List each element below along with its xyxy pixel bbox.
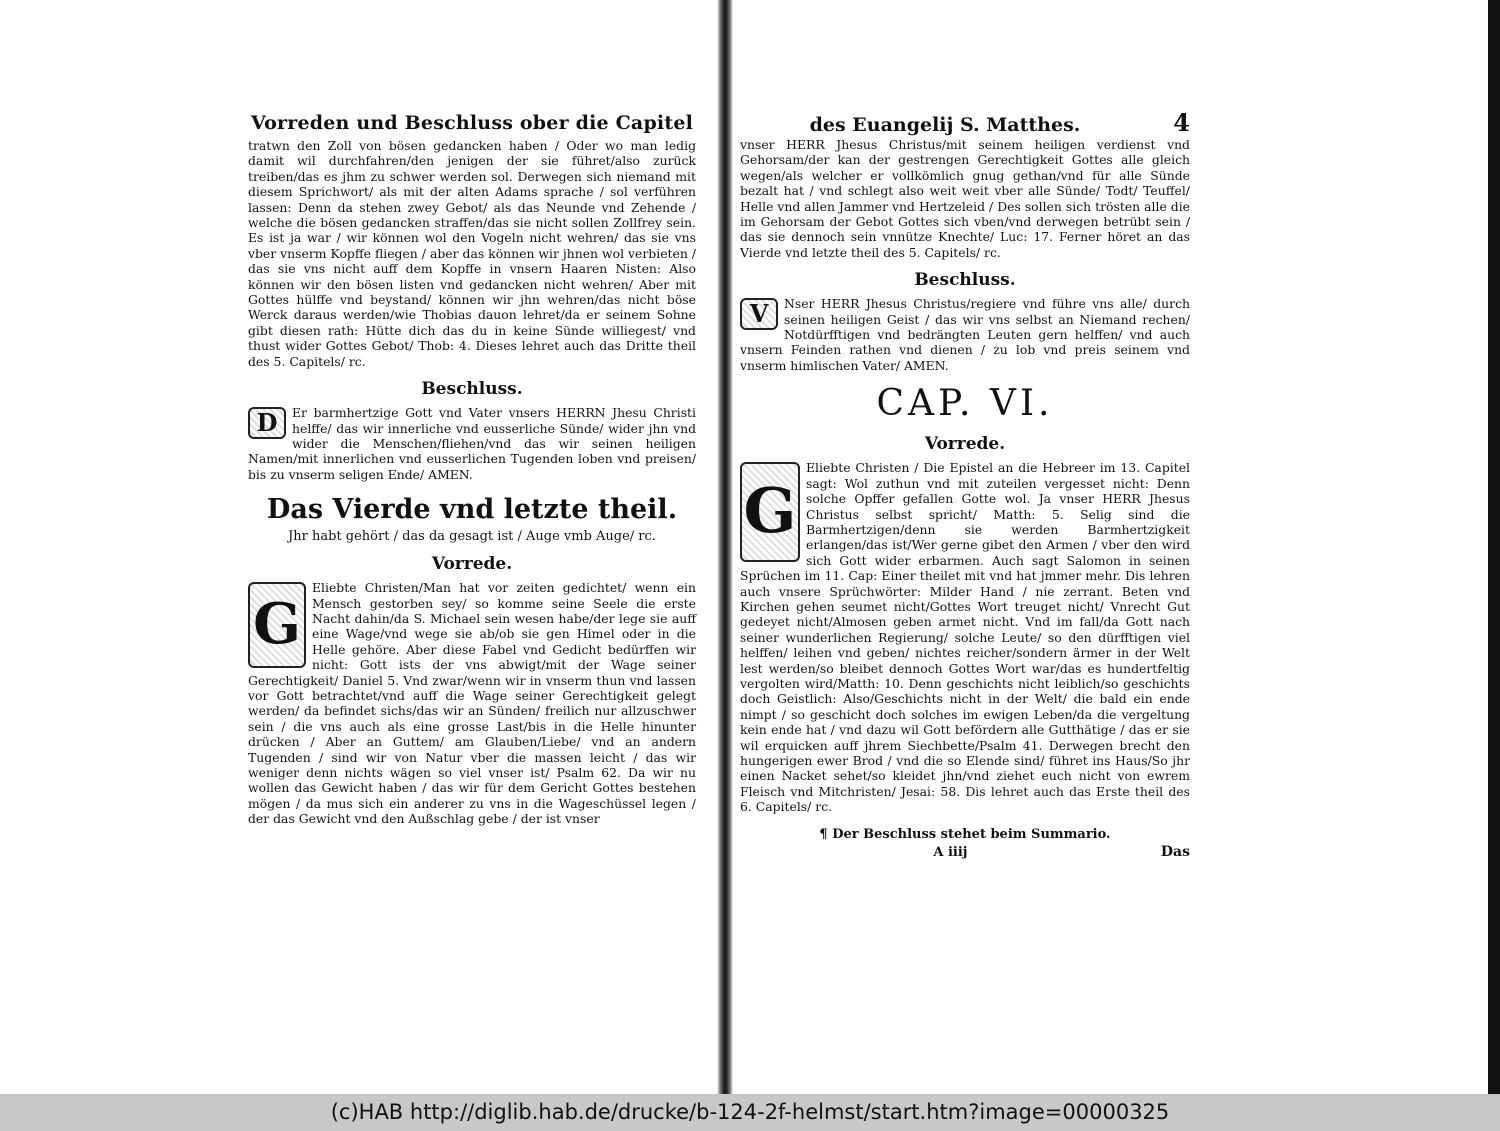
decorated-initial: G (740, 462, 800, 562)
page-edge (1488, 0, 1500, 1094)
right-vorrede-paragraph (740, 460, 1190, 814)
left-beschluss-text: Er barmhertzige Gott vnd Vater vnsers HERRN Jhesu Christi helffe/ das wir innerliche vnd eusserliche Sünde/ wider jhn vnd wider die Menschen/fliehen/vnd das wir seinen heiligen Namen/mit innerlichen vnd eusserlichen Tugenden loben vnd preisen/ bis zu vnserm seligen Ende/ AMEN. (248, 405, 696, 482)
right-intro-text: vnser HERR Jhesus Christus/mit seinem heiligen verdienst vnd Gehorsam/der kan der gestrengen Gerechtigkeit Gottes alle gleich wegen/als welcher er vollkömlich gnug gethan/vnd für alle Sünde bezalt hat / vnd schlegt also weit weit vber alle Sünde/ Todt/ Teuffel/ Helle vnd allen Jammer vnd Hertzeleid / Des sollen sich trösten alle die im Gehorsam der Gebot Gottes sich vben/vnd derwegen betrübt sein / das sie dennoch sein vnnütze Knechte/ Luc: 17. Ferner höret an das Vierde vnd letzte theil des 5. Capitels/ rc. (740, 137, 1190, 260)
book-gutter (717, 0, 733, 1094)
left-heading-vorrede: Vorrede. (431, 554, 513, 575)
right-heading-vorrede: Vorrede. (924, 434, 1006, 455)
left-beschluss-paragraph (248, 405, 696, 482)
catchword: Das (1160, 843, 1190, 860)
left-section-subtitle: Jhr habt gehört / das da gesagt ist / Auge vmb Auge/ rc. (288, 529, 656, 545)
right-page (740, 108, 1190, 860)
running-head-left: Vorreden und Beschluss ober die Capitel (250, 112, 694, 134)
left-page (248, 112, 696, 827)
decorated-initial: V (740, 298, 778, 330)
page-number: 4 (1173, 108, 1190, 137)
left-intro-text: tratwn den Zoll von bösen gedancken haben / Oder wo man ledig damit wil durchfahren/den jenigen der sie führet/also zurück treiben/das es jhm zu schwer werden sol. Derwegen sich niemand mit diesem Sprichwort/ als mit der alten Adams sprache / sol verführen lassen: Denn da stehen zwey Gebot/ als das Neunde vnd Zehende / welche die bösen gedancken straffen/das sie nicht sollen Zollfrey sein. Es ist ja war / wir können wol den Vogeln nicht wehren/ das sie vns vber vnserm Kopffe fliegen / aber das können wir jhnen wol verbieten / das sie vns nicht auff dem Kopffe in vnsern Haaren Nisten: Also können wir den bösen listen vnd gedancken nicht wehren/ Aber mit Gottes hülffe vnd beystand/ können wir jhn wehren/das nicht böse Werck daraus werden/wie Thobias dauon lehret/da er seinem Sohne gibt diesen rath: Hütte dich das du in keine Sünde williegest/ vnd thust wider Gottes Gebot/ Thob: 4. Dieses lehret auch das Dritte theil des 5. Capitels/ rc. (248, 138, 696, 369)
left-vorrede-paragraph (248, 580, 696, 827)
left-vorrede-text: Eliebte Christen/Man hat vor zeiten gedichtet/ wenn ein Mensch gestorben sey/ so komme seine Seele die erste Nacht dahin/da S. Michael sein wesen habe/der lege sie auff eine Wage/vnd wege sie ab/ob sie gen Himel oder in die Helle gehöre. Aber diese Fabel vnd Gedicht bedürffen wir nicht: Gott ists der vns abwigt/mit der Wage seiner Gerechtigkeit/ Daniel 5. Vnd zwar/wenn wir in vnserm thun vnd lassen vor Gott betrachtet/vnd auff die Wage seiner Gerechtigkeit gelegt werden/ da befindet sichs/das wir an Sünden/ freilich nur allzuschwer sein / die vns auch als eine grosse Last/bis in die Helle hinunter drücken / Aber an Guttem/ am Glauben/Liebe/ vnd an andern Tugenden / sind wir von Natur vber die massen leicht / das wir weniger denn nichts wägen so viel vnser ist/ Psalm 62. Da wir nu wollen das Gewicht haben / das wir für dem Gericht Gottes bestehen mögen / da mus sich ein anderer zu vns in die Wageschüssel legen / der das Gewicht vnd den Außschlag gebe / der ist vnser (248, 580, 696, 827)
right-heading-beschluss: Beschluss. (914, 270, 1016, 291)
running-head-right (740, 108, 1190, 137)
right-beschluss-text: Nser HERR Jhesus Christus/regiere vnd führe vns alle/ durch seinen heiligen Geist / das wir vns selbst an Niemand rechen/ Notdürfftigen vnd bedrängten Leuten gern helffen/ vnd auch vnsern Feinden rathen vnd dienen / zu lob vnd preis seinem vnd vnserm himlischen Vater/ AMEN. (740, 296, 1190, 373)
left-heading-beschluss: Beschluss. (421, 379, 523, 400)
source-bar (0, 1094, 1500, 1131)
running-head-title: des Euangelij S. Matthes. (809, 114, 1081, 136)
decorated-initial: G (248, 582, 306, 668)
signature-line (740, 844, 1190, 860)
left-section-title: Das Vierde vnd letzte theil. (266, 494, 678, 526)
right-beschluss-paragraph (740, 296, 1190, 373)
footer-note: ¶ Der Beschluss stehet beim Summario. (819, 826, 1111, 842)
decorated-initial: D (248, 407, 286, 439)
source-url-text: (c)HAB http://diglib.hab.de/drucke/b-124-2f-helmst/start.htm?image=00000325 (330, 1100, 1170, 1124)
right-vorrede-text: Eliebte Christen / Die Epistel an die Hebreer im 13. Capitel sagt: Wol zuthun vnd mit zuteilen vergesset nicht: Denn solche Opffer gefallen Gotte wol. Ja vnser HERR Jhesus Christus selbst spricht/ Matth: 5. Selig sind die Barmhertzigen/denn sie werden Barmhertzigkeit erlangen/das ist/Wer gerne gibet den Armen / vber den wird sich Gott wider erbarmen. Auch sagt Salomon in seinen Sprüchen im 11. Cap: Einer theilet mit vnd hat jmmer mehr. Dis lehren auch vnsere Sprüchwörter: Milder Hand / nie zerrant. Beten vnd Kirchen gehen seumet nicht/Gottes Wort treuget nicht/ Vnrecht Gut gedeyet nicht/Almosen geben armet nicht. Vnd im fall/da Gott nach seiner wunderlichen Regierung/ solche Leute/ so den dürfftigen viel helffen/ leihen vnd geben/ nichtes reicher/sondern ärmer in der Welt lest werden/so bleibet dennoch Gottes Wort war/das es hundertfeltig vergolten wird/Matth: 10. Denn geschichts nicht leiblich/so geschichts doch Geistlich: Also/Geschichts nicht in der Welt/ die bald ein ende nimpt / so geschicht doch solches im ewigen Leben/da die vergeltung kein ende hat / vnd dazu wil Gott befördern alle Gutthätige / das er sie wil erquicken auff jhrem Siechbette/Psalm 41. Derwegen brecht den hungerigen ewer Brod / vnd die so Elende sind/ führet ins Haus/So jhr einen Nacket sehet/so kleidet jhn/vnd ziehet euch nicht von ewrem Fleisch vnd Mitchristen/ Jesai: 58. Dis lehret auch das Erste theil des 6. Capitels/ rc. (740, 460, 1190, 815)
chapter-title: CAP. VI. (876, 383, 1054, 425)
signature-mark: A iiij (933, 844, 968, 860)
